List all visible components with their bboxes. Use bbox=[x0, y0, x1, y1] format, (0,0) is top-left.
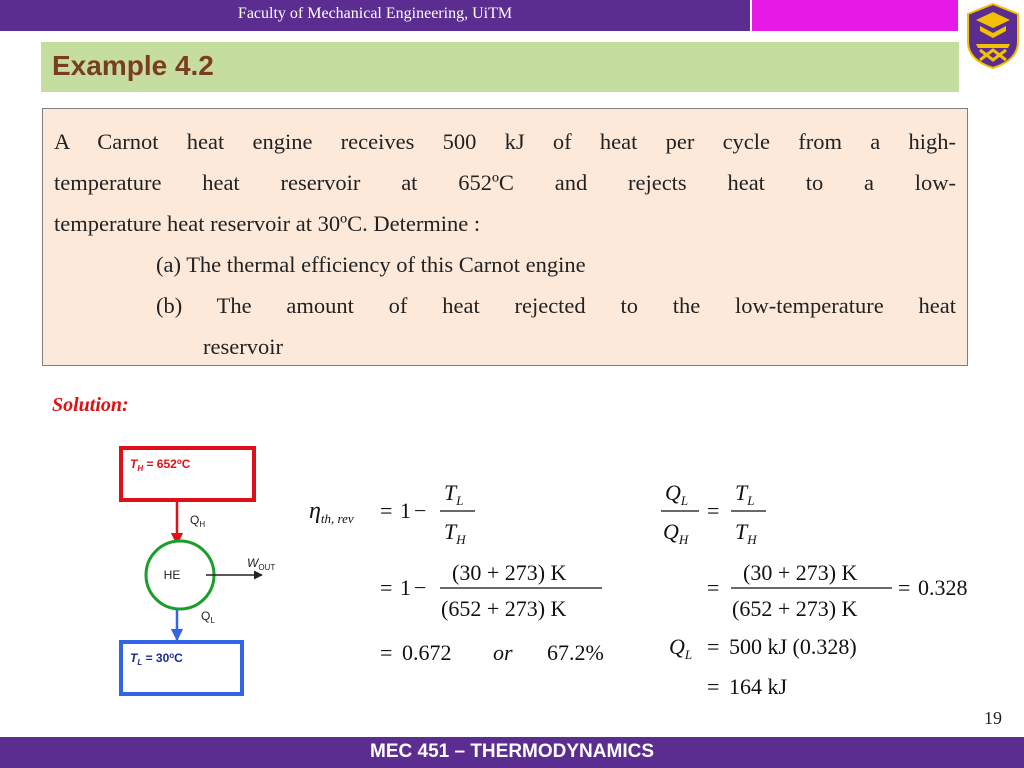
r2-numerator: (30 + 273) K bbox=[743, 560, 858, 585]
eq3-result: 0.672 bbox=[402, 640, 452, 665]
eq1-one: 1 bbox=[400, 498, 411, 523]
eq1-TH: $T_H$ bbox=[444, 519, 466, 547]
r2-result: 0.328 bbox=[918, 575, 968, 600]
heat-rejected-equations bbox=[661, 480, 968, 699]
problem-line-2: temperature heat reservoir at 652ºC and rejects heat to a low- bbox=[54, 170, 956, 195]
ql-label: $Q_L$ bbox=[201, 609, 215, 625]
qh-label: $Q_H$ bbox=[190, 513, 206, 529]
cold-reservoir-box bbox=[121, 642, 242, 694]
r3-equals: = bbox=[707, 634, 720, 659]
eq3-equals: = bbox=[380, 640, 393, 665]
slide-title: Example 4.2 bbox=[52, 50, 214, 81]
r1-TL: $T_L$ bbox=[735, 480, 755, 508]
eq2-one: 1 bbox=[400, 575, 411, 600]
problem-line-3: temperature heat reservoir at 30ºC. Determine : bbox=[54, 211, 481, 236]
eq2-denominator: (652 + 273) K bbox=[441, 596, 567, 621]
r2-equals: = bbox=[707, 575, 720, 600]
cold-reservoir-label: $T_L = 30^oC$ bbox=[130, 651, 183, 667]
solution-label: Solution: bbox=[52, 394, 129, 416]
eq2-numerator: (30 + 273) K bbox=[452, 560, 567, 585]
r1-equals: = bbox=[707, 498, 720, 523]
eq3-or: or bbox=[493, 640, 513, 665]
r4-equals: = bbox=[707, 674, 720, 699]
page-number: 19 bbox=[984, 708, 1002, 728]
heat-engine-label: HE bbox=[163, 568, 181, 582]
r3-QL: $Q_L$ bbox=[669, 634, 693, 662]
eq1-equals: = bbox=[380, 498, 393, 523]
r4-result: 164 kJ bbox=[729, 674, 788, 699]
eq1-minus: − bbox=[414, 498, 427, 523]
problem-line-1: A Carnot heat engine receives 500 kJ of heat per cycle from a high- bbox=[54, 129, 956, 154]
hot-reservoir-box bbox=[121, 448, 254, 500]
footer-bar bbox=[0, 737, 1024, 768]
eq3-percent: 67.2% bbox=[547, 640, 604, 665]
problem-part-b: (b) The amount of heat rejected to the low-temperature heat bbox=[156, 293, 956, 318]
problem-part-a: (a) The thermal efficiency of this Carnot engine bbox=[156, 252, 586, 277]
r2-denominator: (652 + 273) K bbox=[732, 596, 858, 621]
eq1-TL: $T_L$ bbox=[444, 480, 464, 508]
problem-part-b-cont: reservoir bbox=[203, 334, 283, 359]
eta-symbol: $\eta_{th, rev}$ bbox=[309, 498, 354, 526]
hot-reservoir-label: $T_H = 652^oC$ bbox=[130, 457, 191, 473]
efficiency-equations bbox=[309, 480, 604, 665]
eq2-minus: − bbox=[414, 575, 427, 600]
r1-QH: $Q_H$ bbox=[663, 519, 689, 547]
r2-equals-2: = bbox=[898, 575, 911, 600]
r3-calc: 500 kJ (0.328) bbox=[729, 634, 857, 659]
r1-QL: $Q_L$ bbox=[665, 480, 689, 508]
r1-TH: $T_H$ bbox=[735, 519, 757, 547]
header-title: Faculty of Mechanical Engineering, UiTM bbox=[237, 5, 513, 22]
eq2-equals: = bbox=[380, 575, 393, 600]
footer-course-title: MEC 451 – THERMODYNAMICS bbox=[370, 741, 654, 762]
work-out-label: $W_{OUT}$ bbox=[247, 556, 276, 572]
